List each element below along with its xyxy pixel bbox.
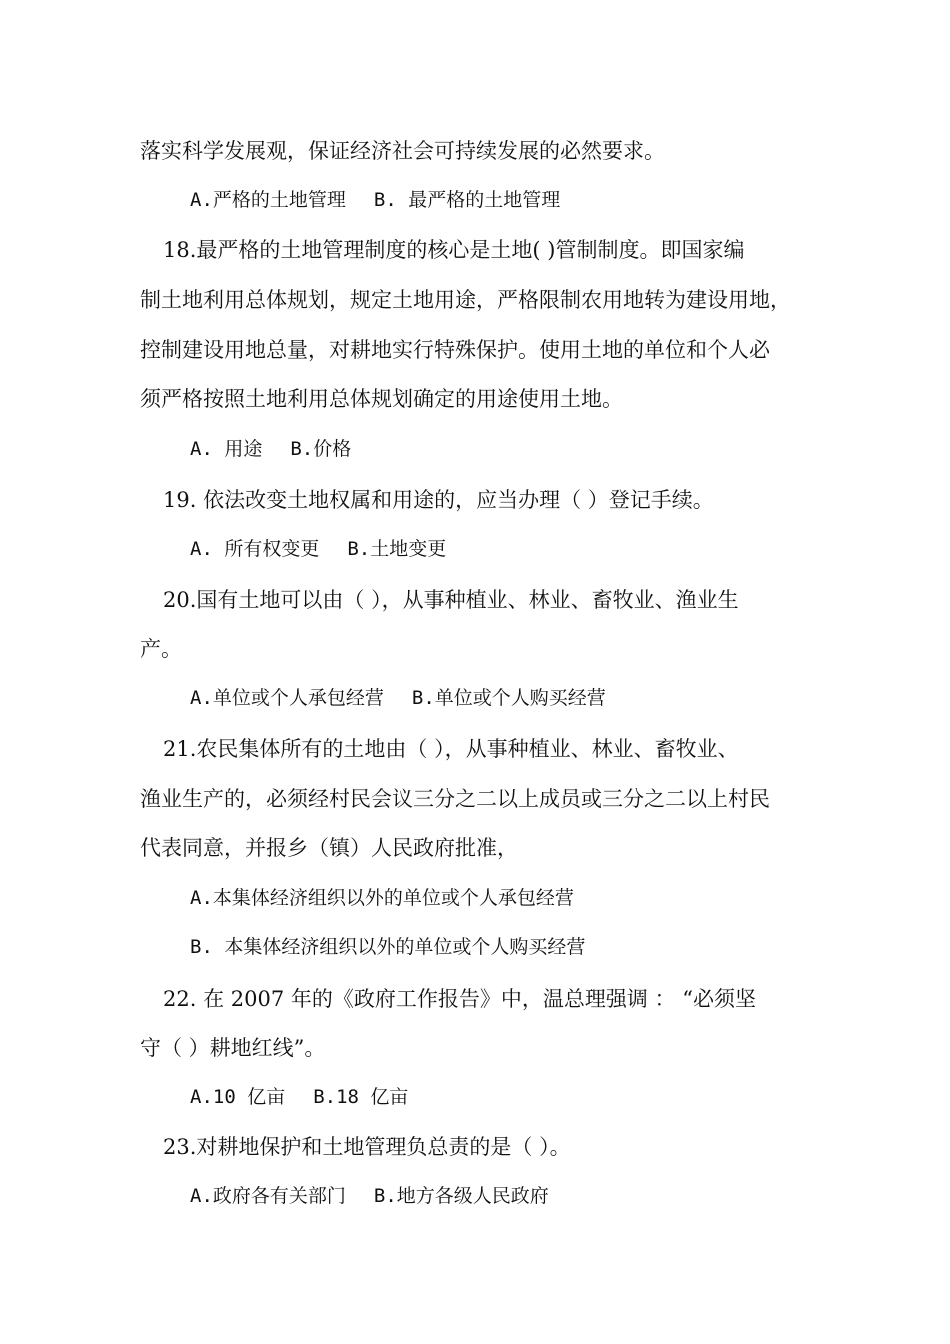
option-b: B.地方各级人民政府: [373, 1185, 549, 1207]
paragraph-line: 须严格按照土地利用总体规划确定的用途使用土地。: [140, 387, 623, 411]
question-20: 20.国有土地可以由（ ），从事种植业、林业、畜牧业、渔业生: [163, 588, 739, 612]
option-a: A.政府各有关部门: [190, 1185, 346, 1207]
question-18: 18.最严格的土地管理制度的核心是土地( )管制制度。即国家编: [163, 238, 745, 262]
answer-options: [190, 1182, 549, 1210]
option-a: A.严格的土地管理: [190, 189, 346, 211]
paragraph-line: 渔业生产的，必须经村民会议三分之二以上成员或三分之二以上村民: [140, 787, 770, 811]
option-a: A.本集体经济组织以外的单位或个人承包经营: [190, 887, 574, 909]
paragraph-line: 控制建设用地总量，对耕地实行特殊保护。使用土地的单位和个人必: [140, 338, 770, 362]
option-a: A. 用途: [190, 438, 263, 460]
option-a: A.单位或个人承包经营: [190, 687, 384, 709]
option-b: B.单位或个人购买经营: [411, 687, 606, 709]
paragraph-line: 代表同意，并报乡（镇）人民政府批准，: [140, 836, 518, 860]
answer-options: [190, 684, 606, 712]
answer-options: [190, 1083, 408, 1111]
question-22: 22. 在 2007 年的《政府工作报告》中，温总理强调 ： “必须坚: [163, 987, 756, 1011]
answer-options: [190, 535, 446, 563]
paragraph-line: 产。: [140, 637, 182, 661]
answer-options: [190, 435, 351, 463]
option-b: B. 最严格的土地管理: [373, 189, 561, 211]
paragraph-line: 制土地利用总体规划，规定土地用途，严格限制农用地转为建设用地，: [140, 288, 791, 312]
option-a: A.10 亿亩: [190, 1086, 286, 1108]
question-19: 19. 依法改变土地权属和用途的，应当办理（ ）登记手续。: [163, 488, 714, 512]
option-b: B.土地变更: [347, 538, 447, 560]
paragraph-line: 守（ ）耕地红线”。: [140, 1036, 326, 1060]
question-21: 21.农民集体所有的土地由（ ），从事种植业、林业、畜牧业、: [163, 737, 739, 761]
question-23: 23.对耕地保护和土地管理负总责的是（ ）。: [163, 1135, 571, 1159]
answer-options: [190, 186, 560, 214]
option-b: B.价格: [290, 438, 352, 460]
paragraph-line: 落实科学发展观，保证经济社会可持续发展的必然要求。: [140, 139, 665, 163]
option-b: B.18 亿亩: [313, 1086, 409, 1108]
option-b: B. 本集体经济组织以外的单位或个人购买经营: [190, 936, 586, 958]
option-a: A. 所有权变更: [190, 538, 320, 560]
